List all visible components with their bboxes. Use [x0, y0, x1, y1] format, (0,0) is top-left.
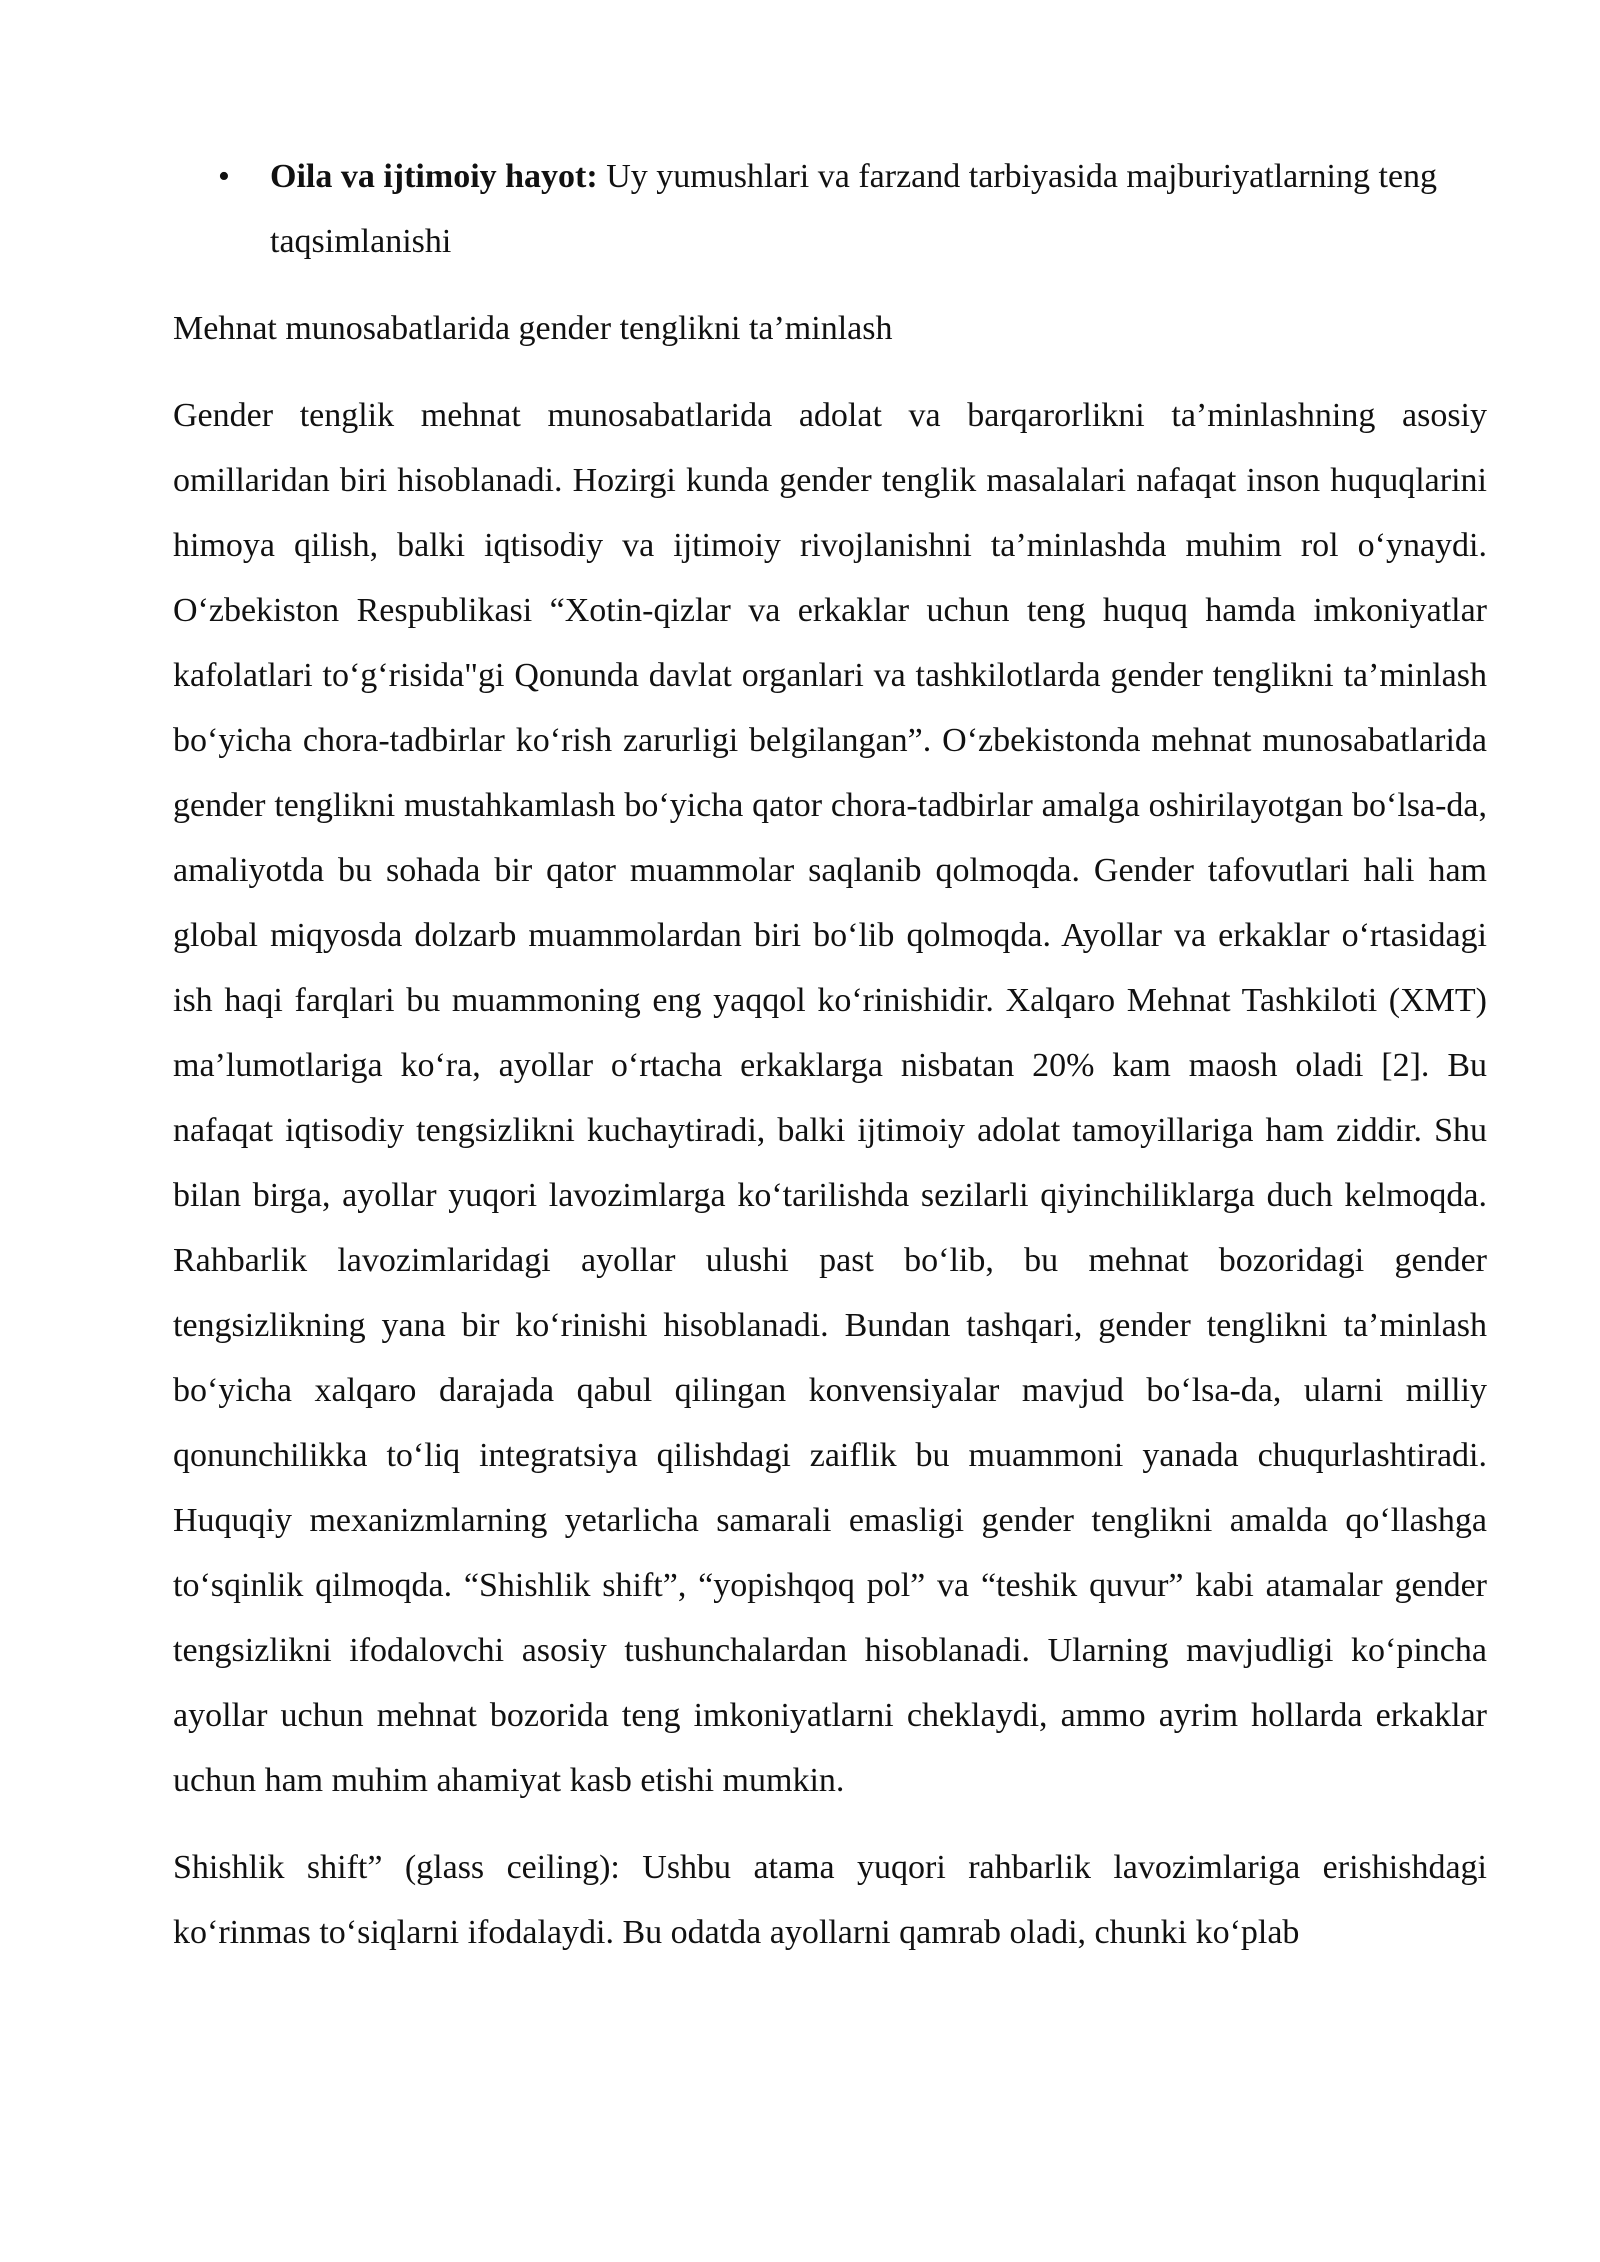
- bullet-list-item: [173, 144, 1487, 274]
- bullet-icon: •: [218, 158, 230, 195]
- body-paragraph: Shishlik shift” (glass ceiling): Ushbu atama yuqori rahbarlik lavozimlariga erishishdagi ko‘rinmas to‘siqlarni ifodalaydi. Bu odatda ayollarni qamrab oladi, chunki ko‘plab: [173, 1849, 1487, 1951]
- section-heading: Mehnat munosabatlarida gender tenglikni ta’minlash: [173, 310, 893, 347]
- body-paragraph: Gender tenglik mehnat munosabatlarida adolat va barqarorlikni ta’minlashning asosiy omillaridan biri hisoblanadi. Hozirgi kunda gender tenglik masalalari nafaqat inson huquqlarini himoya qilish, balki iqtisodiy va ijtimoiy rivojlanishni ta’minlashda muhim rol o‘ynaydi. O‘zbekiston Respublikasi “Xotin-qizlar va erkaklar uchun teng huquq hamda imkoniyatlar kafolatlari to‘g‘risida"gi Qonunda davlat organlari va tashkilotlarda gender tenglikni ta’minlash bo‘yicha chora-tadbirlar ko‘rish zarurligi belgilangan”. O‘zbekistonda mehnat munosabatlarida gender tenglikni mustahkamlash bo‘yicha qator chora-tadbirlar amalga oshirilayotgan bo‘lsa-da, amaliyotda bu sohada bir qator muammolar saqlanib qolmoqda. Gender tafovutlari hali ham global miqyosda dolzarb muammolardan biri bo‘lib qolmoqda. Ayollar va erkaklar o‘rtasidagi ish haqi farqlari bu muammoning eng yaqqol ko‘rinishidir. Xalqaro Mehnat Tashkiloti (XMT) ma’lumotlariga ko‘ra, ayollar o‘rtacha erkaklarga nisbatan 20% kam maosh oladi [2]. Bu nafaqat iqtisodiy tengsizlikni kuchaytiradi, balki ijtimoiy adolat tamoyillariga ham ziddir. Shu bilan birga, ayollar yuqori lavozimlarga ko‘tarilishda sezilarli qiyinchiliklarga duch kelmoqda. Rahbarlik lavozimlaridagi ayollar ulushi past bo‘lib, bu mehnat bozoridagi gender tengsizlikning yana bir ko‘rinishi hisoblanadi. Bundan tashqari, gender tenglikni ta’minlash bo‘yicha xalqaro darajada qabul qilingan konvensiyalar mavjud bo‘lsa-da, ularni milliy qonunchilikka to‘liq integratsiya qilishdagi zaiflik bu muammoni yanada chuqurlashtiradi. Huquqiy mexanizmlarning yetarlicha samarali emasligi gender tenglikni amalda qo‘llashga to‘sqinlik qilmoqda. “Shishlik shift”, “yopishqoq pol” va “teshik quvur” kabi atamalar gender tengsizlikni ifodalovchi asosiy tushunchalardan hisoblanadi. Ularning mavjudligi ko‘pincha ayollar uchun mehnat bozorida teng imkoniyatlarni cheklaydi, ammo ayrim hollarda erkaklar uchun ham muhim ahamiyat kasb etishi mumkin.: [173, 397, 1487, 1799]
- bullet-text: Uy yumushlari va farzand tarbiyasida majburiyatlarning teng taqsimlanishi: [270, 158, 1438, 260]
- bullet-label: Oila va ijtimoiy hayot:: [270, 158, 598, 195]
